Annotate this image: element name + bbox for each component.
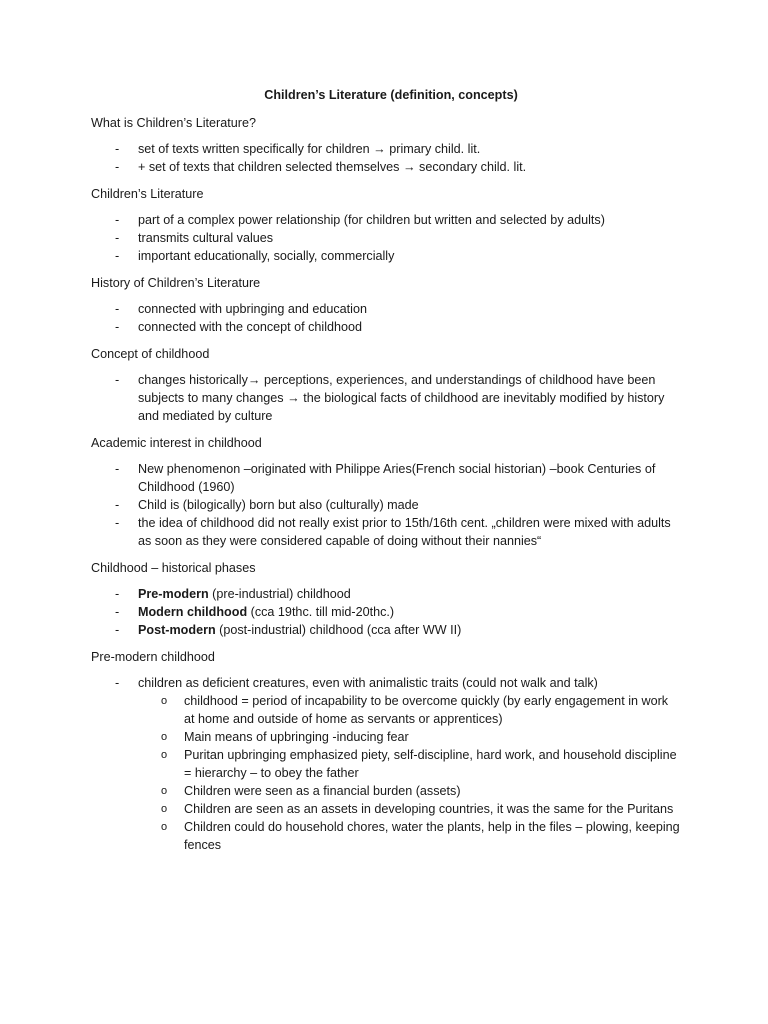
section-heading: History of Children’s Literature [91, 276, 261, 290]
dash-marker: - [115, 498, 120, 512]
dash-marker: - [115, 462, 120, 476]
list-item-text: important educationally, socially, commercially [138, 249, 395, 263]
dash-marker: - [115, 302, 120, 316]
section-heading: Children’s Literature [91, 187, 204, 201]
list-item [91, 621, 681, 639]
list-item [91, 229, 681, 247]
bullet-list [91, 674, 681, 854]
dash-marker: - [115, 605, 120, 619]
list-item [91, 674, 681, 854]
sub-list-item-text: Puritan upbringing emphasized piety, self-discipline, hard work, and household discipline = hierarchy – to obey the father [184, 748, 677, 780]
circle-bullet-marker: o [161, 695, 168, 707]
bullet-list [91, 140, 681, 176]
list-item [91, 496, 681, 514]
list-item [91, 371, 681, 425]
bullet-list [91, 211, 681, 265]
sub-list-item [138, 800, 681, 818]
list-item [91, 140, 681, 158]
list-item-text: Child is (bilogically) born but also (culturally) made [138, 498, 419, 512]
list-item [91, 300, 681, 318]
list-item [91, 158, 681, 176]
dash-marker: - [115, 587, 120, 601]
sub-list-item-text: Children could do household chores, water the plants, help in the files – plowing, keeping fences [184, 820, 680, 852]
list-item-text: connected with the concept of childhood [138, 320, 363, 334]
list-item-text: children as deficient creatures, even with animalistic traits (could not walk and talk) [138, 676, 598, 690]
document-body [91, 86, 681, 863]
section-heading: Pre-modern childhood [91, 650, 215, 664]
dash-marker: - [115, 676, 120, 690]
sub-list-item [138, 728, 681, 746]
list-item-bold: Modern childhood [138, 605, 248, 619]
list-item-bold: Pre-modern [138, 587, 209, 601]
list-item-text: the idea of childhood did not really exist prior to 15th/16th cent. „children were mixed with adults as soon as they were considered capable of doing without their nannies“ [138, 516, 671, 548]
dash-marker: - [115, 160, 120, 174]
section-heading: Academic interest in childhood [91, 436, 262, 450]
document-title: Children’s Literature (definition, concepts) [264, 88, 518, 102]
list-item-text: + set of texts that children selected themselves → secondary child. lit. [138, 160, 527, 174]
sub-list-item [138, 818, 681, 854]
list-item-text: connected with upbringing and education [138, 302, 367, 316]
list-item-text: (cca 19thc. till mid-20thc.) [247, 605, 395, 619]
circle-bullet-marker: o [161, 731, 168, 743]
list-item-text: (post-industrial) childhood (cca after WW II) [215, 623, 462, 637]
bullet-list [91, 460, 681, 550]
sub-list-item-text: childhood = period of incapability to be overcome quickly (by early engagement in work at home and outside of home as servants or apprentices) [184, 694, 669, 726]
dash-marker: - [115, 249, 120, 263]
list-item-text: changes historically→ perceptions, experiences, and understandings of childhood have been subjects to many changes → the biological facts of childhood are inevitably modified by history and mediated by culture [138, 373, 665, 423]
list-item-bold: Post-modern [138, 623, 216, 637]
dash-marker: - [115, 213, 120, 227]
list-item [91, 318, 681, 336]
section-heading: What is Children’s Literature? [91, 116, 256, 130]
sub-list-item-text: Main means of upbringing -inducing fear [184, 730, 409, 744]
dash-marker: - [115, 623, 120, 637]
bullet-list [91, 585, 681, 639]
list-item [91, 603, 681, 621]
section-heading: Childhood – historical phases [91, 561, 256, 575]
list-item-text: part of a complex power relationship (for children but written and selected by adults) [138, 213, 605, 227]
dash-marker: - [115, 373, 120, 387]
list-item-text: transmits cultural values [138, 231, 274, 245]
sub-list-item-text: Children were seen as a financial burden (assets) [184, 784, 461, 798]
sub-list-item [138, 746, 681, 782]
dash-marker: - [115, 516, 120, 530]
sub-list-item-text: Children are seen as an assets in developing countries, it was the same for the Puritans [184, 802, 674, 816]
list-item [91, 460, 681, 496]
circle-bullet-marker: o [161, 749, 168, 761]
list-item-text: New phenomenon –originated with Philippe Aries(French social historian) –book Centuries of Childhood (1960) [138, 462, 656, 494]
list-item-text: set of texts written specifically for children → primary child. lit. [138, 142, 481, 156]
circle-bullet-marker: o [161, 785, 168, 797]
sub-bullet-list [138, 692, 681, 854]
sections [91, 114, 681, 854]
bullet-list [91, 371, 681, 425]
list-item [91, 514, 681, 550]
sub-list-item [138, 782, 681, 800]
circle-bullet-marker: o [161, 803, 168, 815]
dash-marker: - [115, 231, 120, 245]
list-item-text: (pre-industrial) childhood [208, 587, 351, 601]
dash-marker: - [115, 142, 120, 156]
dash-marker: - [115, 320, 120, 334]
list-item [91, 247, 681, 265]
sub-list-item [138, 692, 681, 728]
list-item [91, 585, 681, 603]
list-item [91, 211, 681, 229]
section-heading: Concept of childhood [91, 347, 210, 361]
bullet-list [91, 300, 681, 336]
circle-bullet-marker: o [161, 821, 168, 833]
